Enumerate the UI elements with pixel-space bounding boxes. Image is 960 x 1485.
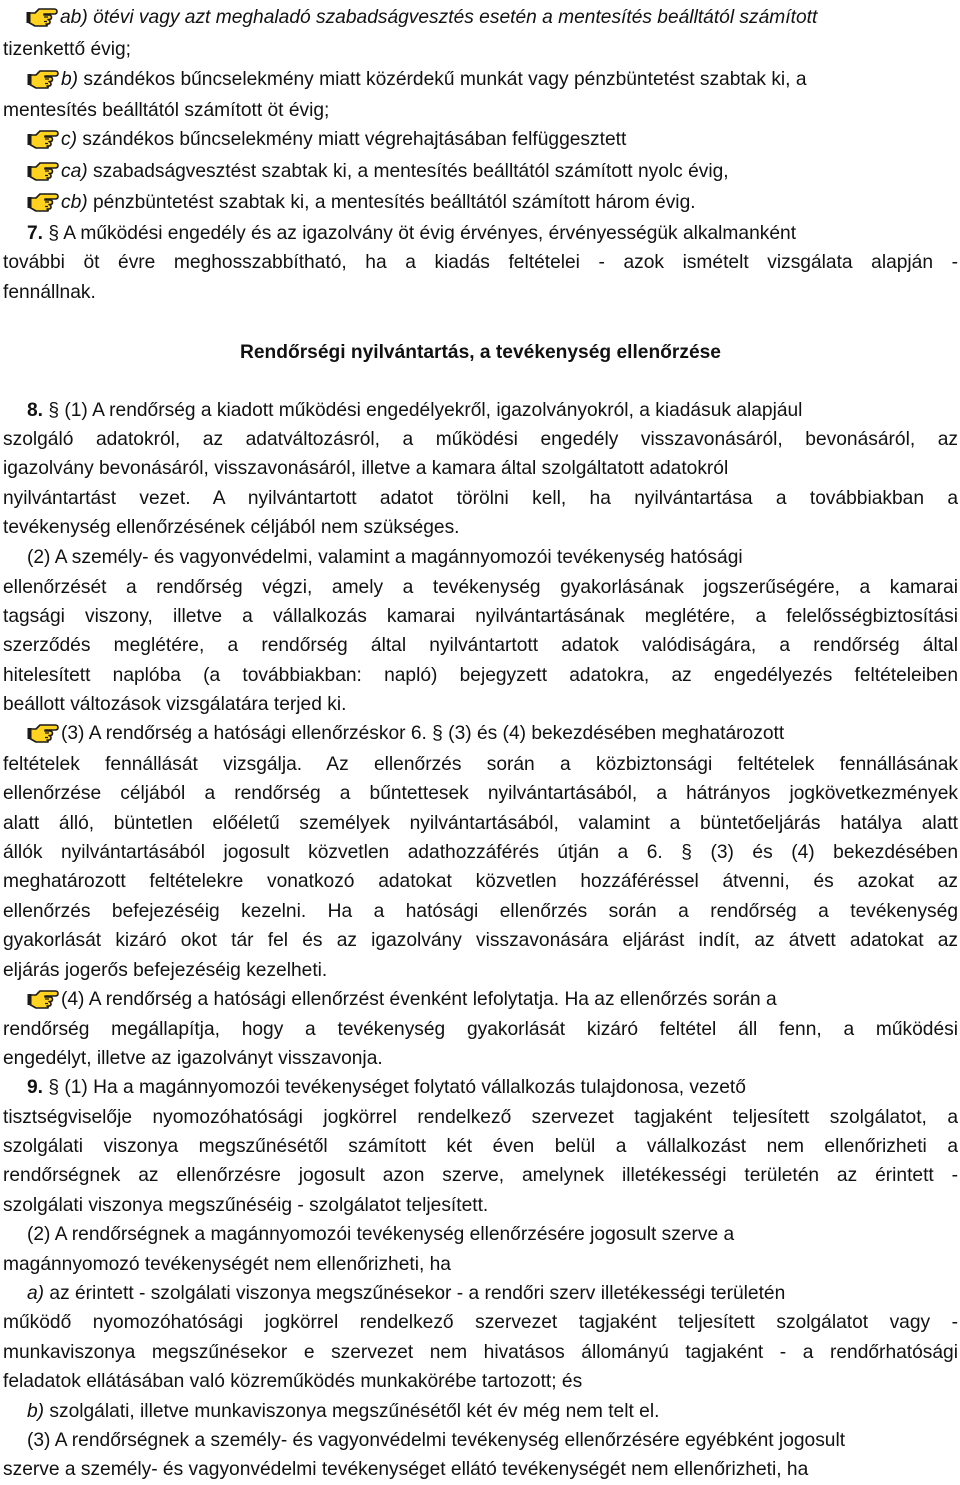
text-line: további öt évre meghosszabbítható, ha a kiadás feltételei - azok ismételt vizsgálata alapján - xyxy=(3,252,958,273)
item-text: szándékos bűncselekmény miatt közérdekű munkát vagy pénzbüntetést szabtak ki, a xyxy=(78,69,807,90)
section-text: § (1) A rendőrség a kiadott működési engedélyekről, igazolványokról, a kiadásuk alapjául xyxy=(43,400,803,421)
paragraph-text: (3) A rendőrség a hatósági ellenőrzéskor 6. § (3) és (4) bekezdésében meghatározott xyxy=(61,723,785,744)
section-9-first-line xyxy=(27,1073,746,1102)
item-prefix: a) xyxy=(27,1283,45,1304)
section-text: § A működési engedély és az igazolvány öt évig érvényes, érvényességük alkalmanként xyxy=(43,223,797,244)
paragraph-first-line: (3) A rendőrségnek a személy- és vagyonvédelmi tevékenység ellenőrzésére egyébként jogosult xyxy=(27,1430,846,1451)
text-line: tevékenység ellenőrzésének céljából nem szükséges. xyxy=(3,517,460,538)
text-line: szolgáló adatokról, az adatváltozásról, a működési engedély visszavonásáról, bevonásáról, az xyxy=(3,429,958,450)
item-text: az érintett - szolgálati viszonya megszűnésekor - a rendőri szerv illetékességi területén xyxy=(44,1283,786,1304)
item-prefix: ca) xyxy=(61,161,88,182)
text-line: feltételek fennállását vizsgálja. Az ellenőrzés során a közbiztonsági feltételek fennállásának xyxy=(3,754,958,775)
pointing-hand-icon xyxy=(27,125,60,149)
text-line: tizenkettő évig; xyxy=(3,39,131,60)
paragraph-text: (4) A rendőrség a hatósági ellenőrzést évenként lefolytatja. Ha az ellenőrzés során a xyxy=(61,989,777,1010)
list-item-ab xyxy=(26,3,817,32)
text-line: szolgálati viszonya megszűnésétől számított két éven belül a vállalkozást nem ellenőrizheti a xyxy=(3,1136,958,1157)
list-item-c xyxy=(27,125,626,154)
list-item-a xyxy=(27,1279,785,1308)
item-prefix: ab) xyxy=(60,7,88,28)
list-item-ca xyxy=(27,157,729,186)
text-line: ellenőrzés befejezéséig kezelni. Ha a hatósági ellenőrzés során a rendőrség a tevékenység xyxy=(3,901,958,922)
text-line: szolgálati viszonya megszűnéséig - szolgálatot teljesített. xyxy=(3,1195,489,1216)
pointing-hand-icon xyxy=(27,188,60,212)
item-text: szolgálati, illetve munkaviszonya megszűnésétől két év még nem telt el. xyxy=(44,1401,660,1422)
text-line: állók nyilvántartásából jogosult közvetlen adathozzáférés útján a 6. § (3) és (4) bekezdésében xyxy=(3,842,958,863)
pointing-hand-icon xyxy=(27,985,60,1009)
text-line: mentesítés beálltától számított öt évig; xyxy=(3,100,330,121)
paragraph-first-line xyxy=(27,985,777,1014)
text-line: tagsági viszony, illetve a vállalkozás kamarai nyilvántartásának meglétére, a felelősségbiztosítási xyxy=(3,606,958,627)
item-prefix: b) xyxy=(61,69,79,90)
section-heading: Rendőrségi nyilvántartás, a tevékenység ellenőrzése xyxy=(240,342,721,363)
list-item-cb xyxy=(27,188,696,217)
section-7-first-line xyxy=(27,219,796,248)
pointing-hand-icon xyxy=(26,3,59,27)
list-item-b xyxy=(27,65,807,94)
text-line: gyakorlását kizáró okot tár fel és az igazolvány visszavonására eljárást indít, az átvett adatokat az xyxy=(3,930,958,951)
text-line: tisztségviselője nyomozóhatósági jogkörrel rendelkező szervezet tagjaként teljesített szolgálatot, a xyxy=(3,1107,958,1128)
paragraph-first-line: (2) A személy- és vagyonvédelmi, valamint a magánnyomozói tevékenység hatósági xyxy=(27,547,743,568)
section-8-first-line xyxy=(27,396,802,425)
text-line: magánnyomozó tevékenységét nem ellenőrizheti, ha xyxy=(3,1254,451,1275)
list-item-b2 xyxy=(27,1397,659,1426)
item-prefix: cb) xyxy=(61,192,88,213)
item-text: szándékos bűncselekmény miatt végrehajtásában felfüggesztett xyxy=(76,129,627,150)
text-line: rendőrségnek az ellenőrzésre jogosult azon szerve, amelynek illetékességi területén az érintett - xyxy=(3,1165,958,1186)
paragraph-first-line: (2) A rendőrségnek a magánnyomozói tevékenység ellenőrzésére jogosult szerve a xyxy=(27,1224,735,1245)
text-line: fennállnak. xyxy=(3,282,96,303)
text-line: meghatározott feltételekre vonatkozó adatokat közvetlen hozzáféréssel átvenni, és azokat az xyxy=(3,871,958,892)
section-number: 9. xyxy=(27,1077,44,1098)
section-number: 7. xyxy=(27,223,44,244)
item-text: pénzbüntetést szabtak ki, a mentesítés beálltától számított három évig. xyxy=(87,192,696,213)
text-line: hitelesített naplóba (a továbbiakban: napló) bejegyzett adatokra, az engedélyezés feltételeiben xyxy=(3,665,958,686)
text-line: alatt álló, büntetlen előéletű személyek nyilvántartásából, valamint a büntetőeljárás hatálya alatt xyxy=(3,813,958,834)
text-line: szerződés meglétére, a rendőrség által nyilvántartott adatok valódiságára, a rendőrség által xyxy=(3,635,958,656)
pointing-hand-icon xyxy=(27,157,60,181)
text-line: szerve a személy- és vagyonvédelmi tevékenységet ellátó tevékenységét nem ellenőrizheti, ha xyxy=(3,1459,809,1480)
item-prefix: b) xyxy=(27,1401,45,1422)
text-line: beállott változások vizsgálatára terjed ki. xyxy=(3,694,347,715)
text-line: nyilvántartást vezet. A nyilvántartott adatot törölni kell, ha nyilvántartása a továbbiakban a xyxy=(3,488,958,509)
pointing-hand-icon xyxy=(27,719,60,743)
text-line: ellenőrzését a rendőrség végzi, amely a tevékenység gyakorlásának jogszerűségére, a kamarai xyxy=(3,577,958,598)
item-text: ötévi vagy azt meghaladó szabadságvesztés esetén a mentesítés beálltától számított xyxy=(87,7,818,28)
paragraph-first-line xyxy=(27,719,784,748)
text-line: munkaviszonya megszűnésekor e szervezet nem hivatásos állományú tagjaként - a rendőrhatósági xyxy=(3,1342,958,1363)
item-prefix: c) xyxy=(61,129,77,150)
text-line: engedélyt, illetve az igazolványt visszavonja. xyxy=(3,1048,383,1069)
text-line: ellenőrzése céljából a rendőrség a bűntettesek nyilvántartásából, a hátrányos jogkövetkezmények xyxy=(3,783,958,804)
text-line: működő nyomozóhatósági jogkörrel rendelkező szervezet tagjaként teljesített szolgálatot vagy - xyxy=(3,1312,958,1333)
text-line: feladatok ellátásában való közreműködés munkakörébe tartozott; és xyxy=(3,1371,583,1392)
section-number: 8. xyxy=(27,400,44,421)
text-line: rendőrség megállapítja, hogy a tevékenység gyakorlását kizáró feltétel áll fenn, a működési xyxy=(3,1019,958,1040)
text-line: eljárás jogerős befejezéséig kezelheti. xyxy=(3,960,328,981)
item-text: szabadságvesztést szabtak ki, a mentesítés beálltától számított nyolc évig, xyxy=(87,161,729,182)
pointing-hand-icon xyxy=(27,65,60,89)
section-text: § (1) Ha a magánnyomozói tevékenységet folytató vállalkozás tulajdonosa, vezető xyxy=(43,1077,746,1098)
text-line: igazolvány bevonásáról, visszavonásáról, illetve a kamara által szolgáltatott adatokról xyxy=(3,458,729,479)
